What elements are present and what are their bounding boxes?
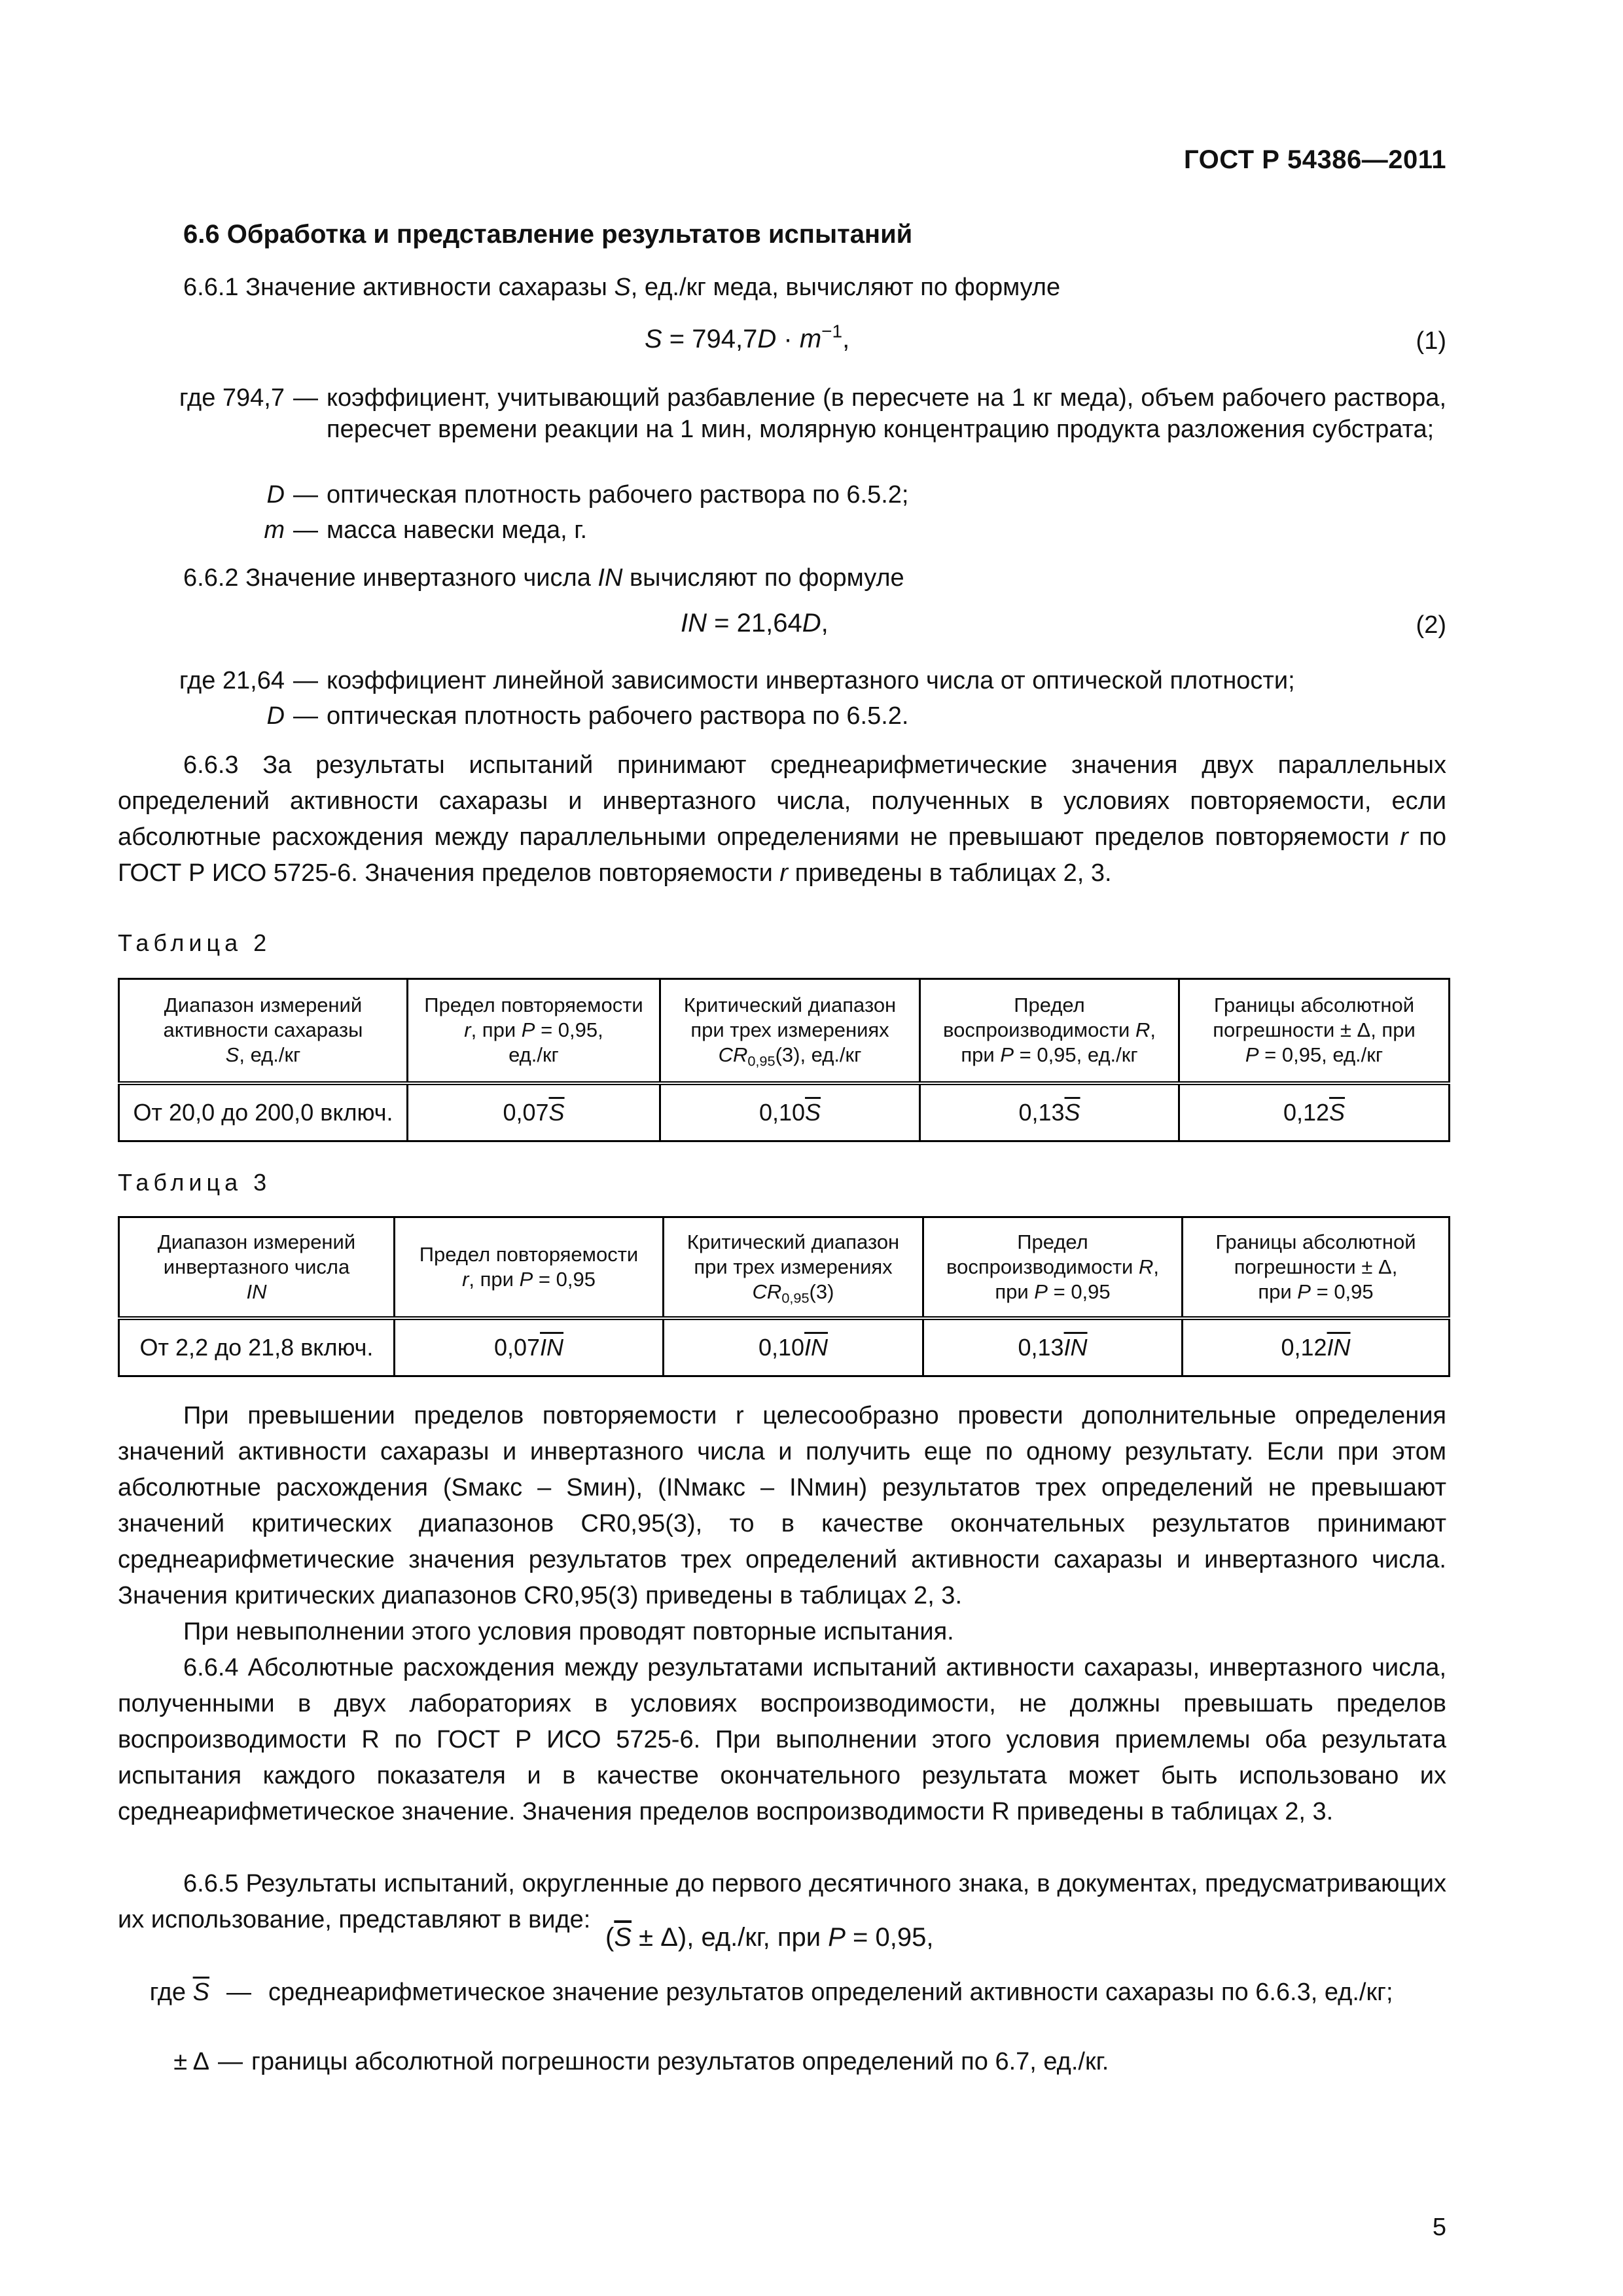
section-heading xyxy=(183,220,912,249)
definition-m: m — масса навески меда, г. xyxy=(264,516,587,544)
table-3-header-reproducibility: Предел воспроизводимости R, при P = 0,95 xyxy=(923,1217,1183,1318)
definition-S-mean: где $\overline{S}$ — среднеарифметическое значение результатов определений активности сахаразы по 6.6.3, ед./кг; xyxy=(149,1979,1393,2006)
table-3-cell-delta: $0,12\overline{IN}$ xyxy=(1183,1318,1450,1376)
table-2 xyxy=(118,978,1450,1142)
table-2-cell-delta: $0,12\overline{S}$ xyxy=(1179,1083,1450,1141)
table-3-cell-r: $0,07\overline{IN}$ xyxy=(395,1318,664,1376)
table-2-header-repeatability: Предел повторяемости r, при P = 0,95, ед./кг xyxy=(408,979,660,1083)
table-3 xyxy=(118,1216,1450,1377)
table-3-header-repeatability: Предел повторяемости r, при P = 0,95 xyxy=(395,1217,664,1318)
table-2-caption: Таблица 2 xyxy=(118,929,272,956)
table-2-cell-R: $0,13\overline{S}$ xyxy=(920,1083,1179,1141)
page-number: 5 xyxy=(1432,2214,1446,2241)
formula-2-number: (2) xyxy=(1416,611,1446,639)
paragraph-6-6-5: 6.6.5 Результаты испытаний, округленные до первого десятичного знака, в документах, предусматривающих их использование, представляют в виде: xyxy=(118,1870,1446,1933)
table-2-header-reproducibility: Предел воспроизводимости R, при P = 0,95, ед./кг xyxy=(920,979,1179,1083)
table-2-cell-r: $0,07\overline{S}$ xyxy=(408,1083,660,1141)
definition-D: D — оптическая плотность рабочего раствора по 6.5.2; xyxy=(266,481,909,509)
table-3-header-range: Диапазон измерений инвертазного числа IN xyxy=(119,1217,395,1318)
paragraph-6-6-1: 6.6.1 Значение активности сахаразы S, ед./кг меда, вычисляют по формуле xyxy=(183,274,1061,301)
table-2-cell-cr: $0,10\overline{S}$ xyxy=(660,1083,920,1141)
paragraph-fail: При невыполнении этого условия проводят повторные испытания. xyxy=(183,1618,954,1645)
formula-3: $(\overline{S} \pm \Delta)$, ед./кг, при P = 0,95, xyxy=(605,1923,934,1952)
table-2-header-error: Границы абсолютной погрешности ± Δ, при P = 0,95, ед./кг xyxy=(1179,979,1450,1083)
definition-794-7: где 794,7 — коэффициент, учитывающий разбавление (в пересчете на 1 кг меда), объем рабочего раствора, пересчет времени реакции на 1 мин, молярную концентрацию продукта разложения субстрата; xyxy=(179,384,1446,443)
document-header: ГОСТ Р 54386—2011 xyxy=(1184,145,1446,174)
formula-1-number: (1) xyxy=(1416,327,1446,355)
definition-21-64: где 21,64 — коэффициент линейной зависимости инвертазного числа от оптической плотности; xyxy=(179,667,1295,694)
table-3-cell-cr: $0,10\overline{IN}$ xyxy=(664,1318,923,1376)
table-3-header-error: Границы абсолютной погрешности ± Δ, при P = 0,95 xyxy=(1183,1217,1450,1318)
definition-D-2: D — оптическая плотность рабочего раствора по 6.5.2. xyxy=(266,702,909,730)
paragraph-6-6-4: 6.6.4 Абсолютные расхождения между результатами испытаний активности сахаразы, инвертазного числа, полученными в двух лабораториях в условиях воспроизводимости, не должны превышать пределов воспроизводимости R по ГОСТ Р ИСО 5725-6. При выполнении этого условия приемлемы оба результата испытания каждого показателя и в качестве окончательного результата может быть использовано их среднеарифметическое значение. Значения пределов воспроизводимости R приведены в таблицах 2, 3. xyxy=(118,1654,1446,1825)
formula-1: $S = 794,7D \cdot m^{-1}$, xyxy=(645,321,850,353)
table-2-header-critical-range: Критический диапазон при трех измерениях $CR_{0,95}(3)$, ед./кг xyxy=(660,979,920,1083)
table-3-caption: Таблица 3 xyxy=(118,1169,272,1196)
paragraph-6-6-3: 6.6.3 За результаты испытаний принимают среднеарифметические значения двух параллельных определений активности сахаразы и инвертазного числа, полученных в условиях повторяемости, если абсолютные расхождения между параллельными определениями не превышают пределов повторяемости r по ГОСТ Р ИСО 5725-6. Значения пределов повторяемости r приведены в таблицах 2, 3. xyxy=(118,751,1446,887)
formula-2: IN = 21,64D, xyxy=(681,609,829,637)
table-2-cell-range: От 20,0 до 200,0 включ. xyxy=(119,1083,408,1141)
table-2-header-range: Диапазон измерений активности сахаразы S, ед./кг xyxy=(119,979,408,1083)
section-number: 6.6 xyxy=(183,220,220,249)
paragraph-6-6-2: 6.6.2 Значение инвертазного числа IN вычисляют по формуле xyxy=(183,564,904,592)
section-title: Обработка и представление результатов испытаний xyxy=(226,220,913,249)
table-3-cell-range: От 2,2 до 21,8 включ. xyxy=(119,1318,395,1376)
definition-delta: ± Δ — границы абсолютной погрешности результатов определений по 6.7, ед./кг. xyxy=(173,2048,1109,2075)
paragraph-exceed: При превышении пределов повторяемости r целесообразно провести дополнительные определения значений активности сахаразы и инвертазного числа и получить еще по одному результату. Если при этом абсолютные расхождения (Sмакс – Sмин), (INмакс – INмин) результатов трех определений не превышают значений критических диапазонов CR0,95(3), то в качестве окончательных результатов принимают среднеарифметические значения результатов трех определений активности сахаразы и инвертазного числа. Значения критических диапазонов CR0,95(3) приведены в таблицах 2, 3. xyxy=(118,1402,1446,1609)
table-3-cell-R: $0,13\overline{IN}$ xyxy=(923,1318,1183,1376)
table-3-header-critical-range: Критический диапазон при трех измерениях $CR_{0,95}(3)$ xyxy=(664,1217,923,1318)
